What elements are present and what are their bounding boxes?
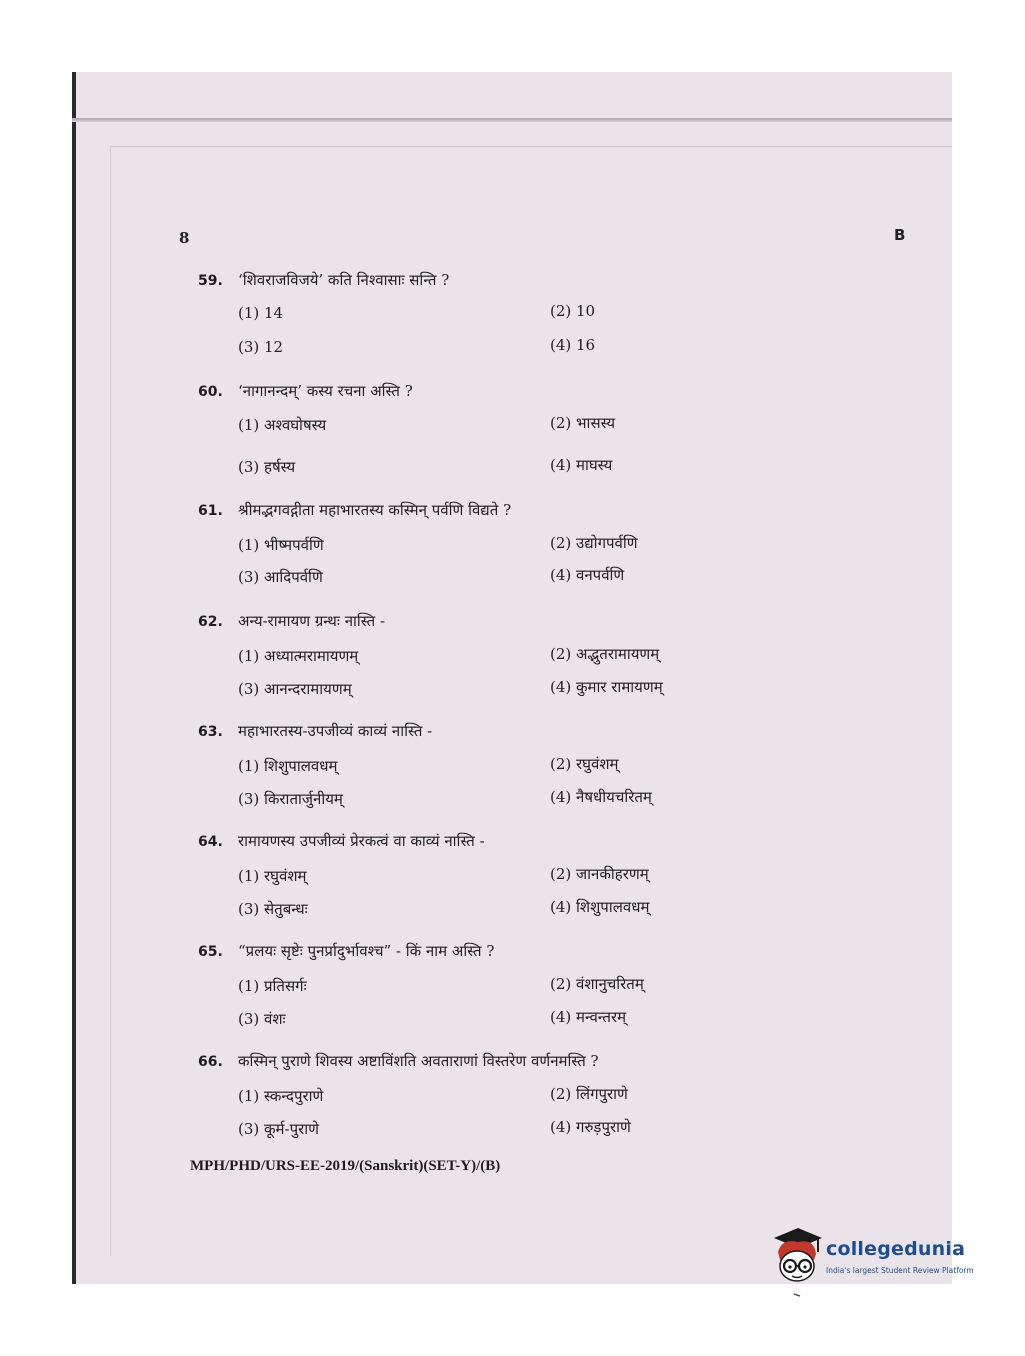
scan-margin-line xyxy=(110,146,111,1256)
question-62 xyxy=(198,611,918,701)
option-2: (2) 10 xyxy=(550,302,596,320)
question-number: 66. xyxy=(198,1054,223,1070)
logo-tagline: India's largest Student Review Platform xyxy=(826,1266,974,1275)
option-2: (2) भासस्य xyxy=(550,414,616,432)
option-1: (1) अध्यात्मरामायणम् xyxy=(238,647,359,665)
question-text: रामायणस्य उपजीव्यं प्रेरकत्वं वा काव्यं नास्ति - xyxy=(238,832,485,850)
question-60 xyxy=(198,381,918,476)
option-4: (4) माघस्य xyxy=(550,456,613,474)
option-4: (4) कुमार रामायणम् xyxy=(550,678,663,696)
question-64 xyxy=(198,831,918,921)
question-66 xyxy=(198,1051,918,1141)
question-text: कस्मिन् पुराणे शिवस्य अष्टाविंशति अवताराणां विस्तरेण वर्णनमस्ति ? xyxy=(238,1052,599,1070)
option-4: (4) गरुड़पुराणे xyxy=(550,1118,631,1136)
option-3: (3) 12 xyxy=(238,338,284,356)
question-number: 59. xyxy=(198,273,223,289)
scan-fold-shadow xyxy=(72,118,952,122)
question-number: 60. xyxy=(198,384,223,400)
page-number: 8 xyxy=(179,229,190,247)
option-3: (3) आनन्दरामायणम् xyxy=(238,680,352,698)
question-text: महाभारतस्य-उपजीव्यं काव्यं नास्ति - xyxy=(238,722,433,740)
option-4: (4) नैषधीयचरितम् xyxy=(550,788,652,806)
option-2: (2) रघुवंशम् xyxy=(550,755,619,773)
question-number: 63. xyxy=(198,724,223,740)
option-3: (3) वंशः xyxy=(238,1010,286,1028)
option-1: (1) स्कन्दपुराणे xyxy=(238,1087,324,1105)
option-3: (3) किरातार्जुनीयम् xyxy=(238,790,343,808)
question-text: ‘नागानन्दम्’ कस्य रचना अस्ति ? xyxy=(238,382,413,400)
option-1: (1) भीष्मपर्वणि xyxy=(238,536,324,554)
option-1: (1) 14 xyxy=(238,304,284,322)
set-letter: B xyxy=(894,226,906,244)
option-1: (1) प्रतिसर्गः xyxy=(238,977,307,995)
exam-code-footer: MPH/PHD/URS-EE-2019/(Sanskrit)(SET-Y)/(B) xyxy=(190,1158,501,1174)
option-1: (1) रघुवंशम् xyxy=(238,867,307,885)
question-text: श्रीमद्भगवद्गीता महाभारतस्य कस्मिन् पर्वणि विद्यते ? xyxy=(238,501,512,519)
question-61 xyxy=(198,500,918,590)
question-63 xyxy=(198,721,918,811)
option-3: (3) कूर्म-पुराणे xyxy=(238,1120,319,1138)
option-4: (4) मन्वन्तरम् xyxy=(550,1008,627,1026)
question-59 xyxy=(198,270,918,360)
question-number: 62. xyxy=(198,614,223,630)
question-number: 65. xyxy=(198,944,223,960)
question-text: अन्य-रामायण ग्रन्थः नास्ति - xyxy=(238,612,386,630)
option-3: (3) आदिपर्वणि xyxy=(238,568,323,586)
option-1: (1) शिशुपालवधम् xyxy=(238,757,338,775)
question-number: 61. xyxy=(198,503,223,519)
option-4: (4) 16 xyxy=(550,336,596,354)
option-2: (2) लिंगपुराणे xyxy=(550,1085,628,1103)
question-number: 64. xyxy=(198,834,223,850)
option-2: (2) उद्योगपर्वणि xyxy=(550,534,638,552)
question-65 xyxy=(198,941,918,1031)
mascot-icon xyxy=(768,1222,824,1302)
logo-wordmark: collegedunia xyxy=(826,1238,966,1260)
option-4: (4) वनपर्वणि xyxy=(550,566,625,584)
option-2: (2) वंशानुचरितम् xyxy=(550,975,644,993)
option-2: (2) अद्भुतरामायणम् xyxy=(550,645,660,663)
question-text: “प्रलयः सृष्टेः पुनर्प्रादुर्भावश्च” - किं नाम अस्ति ? xyxy=(238,942,495,960)
option-2: (2) जानकीहरणम् xyxy=(550,865,649,883)
option-3: (3) हर्षस्य xyxy=(238,458,296,476)
question-text: ‘शिवराजविजये’ कति निश्वासाः सन्ति ? xyxy=(238,271,450,289)
option-4: (4) शिशुपालवधम् xyxy=(550,898,650,916)
collegedunia-logo xyxy=(768,1222,998,1322)
option-3: (3) सेतुबन्धः xyxy=(238,900,308,918)
scan-border-line xyxy=(110,146,952,147)
option-1: (1) अश्वघोषस्य xyxy=(238,416,327,434)
